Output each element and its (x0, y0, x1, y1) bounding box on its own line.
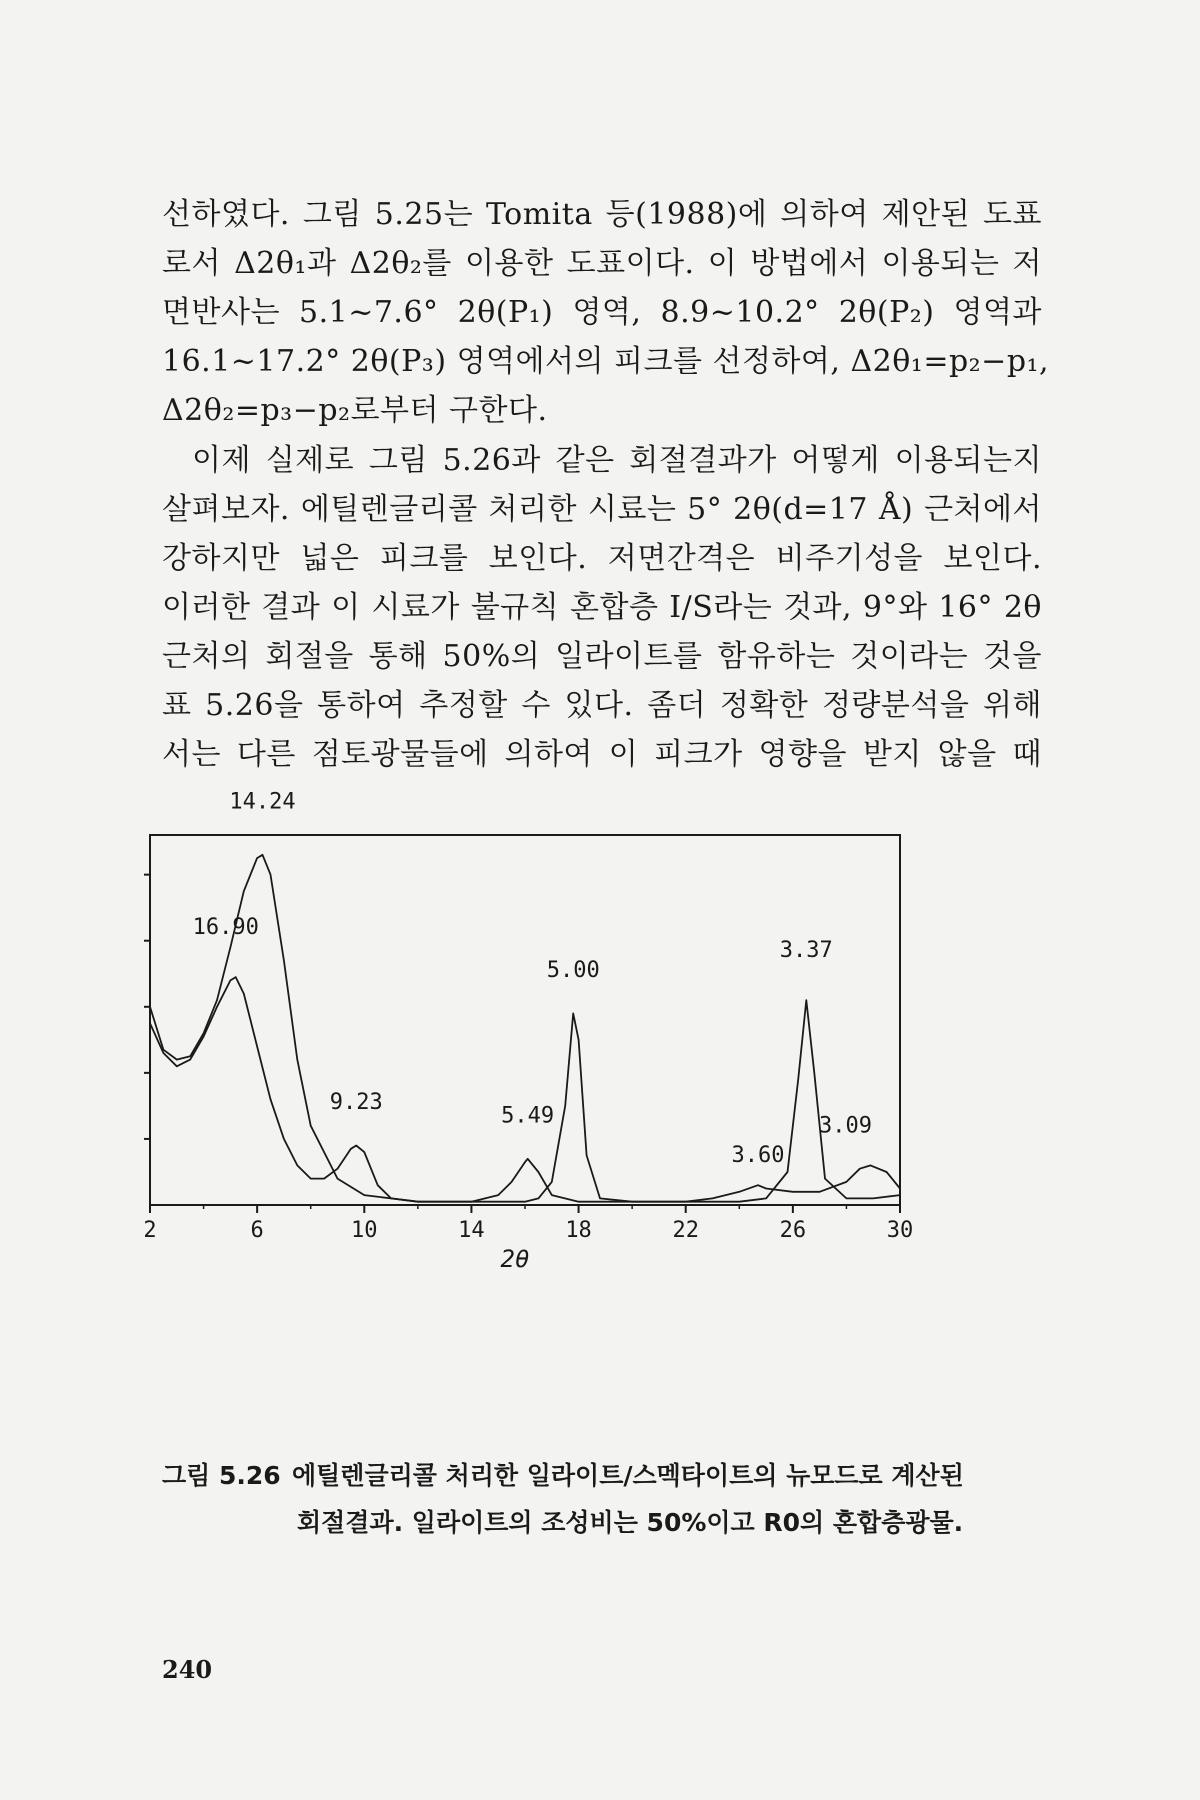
x-axis-label: 2θ (500, 1245, 530, 1273)
x-tick-label: 22 (672, 1218, 699, 1243)
peak-label: 5.00 (546, 958, 600, 984)
peak-label: 9.23 (329, 1090, 383, 1116)
text-line: 16.1~17.2° 2θ(P₃) 영역에서의 피크를 선정하여, Δ2θ₁=p₂−p₁, (162, 344, 1050, 379)
text-line: 서는 다른 점토광물들에 의하여 이 피크가 영향을 받지 않을 때 (162, 737, 1042, 772)
page-number: 240 (162, 1655, 213, 1684)
text-line: 근처의 회절을 통해 50%의 일라이트를 함유하는 것이라는 것을 (162, 639, 1042, 674)
caption-line-2: 회절결과. 일라이트의 조성비는 50%이고 R0의 혼합층광물. (297, 1508, 964, 1537)
text-line: 이러한 결과 이 시료가 불규칙 혼합층 I/S라는 것과, 9°와 16° 2θ (162, 590, 1042, 625)
text-line: 강하지만 넓은 피크를 보인다. 저면간격은 비주기성을 보인다. (162, 541, 1042, 576)
xrd-chart-svg (143, 789, 1050, 1440)
x-tick-label: 18 (565, 1218, 592, 1243)
text-line: Δ2θ₂=p₃−p₂로부터 구한다. (162, 393, 548, 428)
peak-label: 14.24 (229, 789, 296, 815)
paragraph-2 (162, 436, 1042, 779)
x-tick-label: 2 (143, 1218, 157, 1243)
text-line: 표 5.26을 통하여 추정할 수 있다. 좀더 정확한 정량분석을 위해 (162, 688, 1042, 723)
figure-caption (162, 1452, 1062, 1546)
text-line: 살펴보자. 에틸렌글리콜 처리한 시료는 5° 2θ(d=17 Å) 근처에서 (162, 492, 1042, 527)
caption-line-1: 에틸렌글리콜 처리한 일라이트/스멕타이트의 뉴모드로 계산된 (292, 1461, 964, 1490)
text-line: 선하였다. 그림 5.25는 Tomita 등(1988)에 의하여 제안된 도표 (162, 197, 1042, 232)
x-tick-label: 14 (458, 1218, 485, 1243)
peak-label: 16.90 (192, 915, 259, 941)
paragraph-1 (162, 190, 1050, 435)
peak-label: 3.60 (731, 1143, 785, 1169)
text-line: 로서 Δ2θ₁과 Δ2θ₂를 이용한 도표이다. 이 방법에서 이용되는 저 (162, 246, 1042, 281)
x-tick-label: 6 (250, 1218, 264, 1243)
x-tick-label: 26 (779, 1218, 807, 1243)
xrd-chart (143, 789, 1050, 1440)
x-tick-label: 10 (351, 1218, 378, 1243)
peak-label: 3.09 (819, 1113, 873, 1139)
peak-label: 3.37 (779, 938, 833, 964)
plot-frame (150, 835, 900, 1205)
peak-label: 5.49 (501, 1103, 555, 1129)
series-line-2 (150, 855, 900, 1202)
figure-number: 그림 5.26 (162, 1461, 281, 1490)
x-tick-label: 30 (886, 1218, 914, 1243)
text-line: 이제 실제로 그림 5.26과 같은 회절결과가 어떻게 이용되는지 (192, 443, 1042, 478)
text-line: 면반사는 5.1~7.6° 2θ(P₁) 영역, 8.9~10.2° 2θ(P₂) 영역과 (162, 295, 1042, 330)
